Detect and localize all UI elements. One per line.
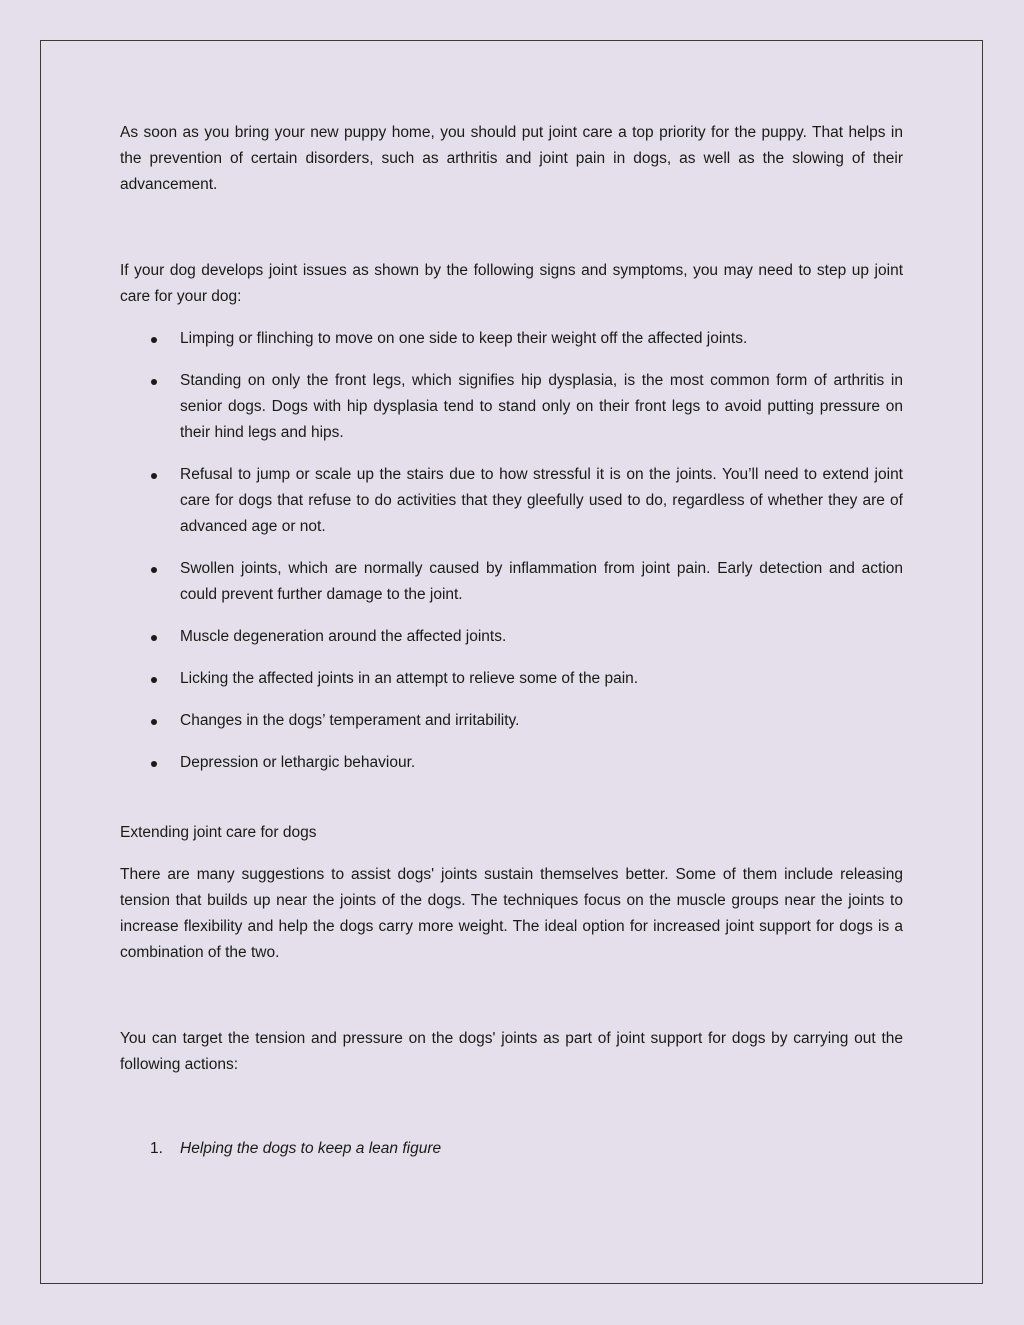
symptom-text: Muscle degeneration around the affected joints. <box>180 628 507 645</box>
list-number: 1. <box>150 1140 163 1157</box>
list-item <box>120 556 903 608</box>
list-item <box>120 666 903 692</box>
bullet-icon <box>151 635 157 641</box>
bullet-icon <box>151 379 157 385</box>
symptom-text: Licking the affected joints in an attempt to relieve some of the pain. <box>180 670 639 687</box>
symptom-text: Changes in the dogs’ temperament and irritability. <box>180 712 520 729</box>
symptom-text: Swollen joints, which are normally caused by inflammation from joint pain. Early detection and action could prevent further damage to the joint. <box>180 560 903 603</box>
suggestions-paragraph: There are many suggestions to assist dogs' joints sustain themselves better. Some of them include releasing tension that builds up near the joints of the dogs. The techniques focus on the muscle groups near the joints to increase flexibility and help the dogs carry more weight. The ideal option for increased joint support for dogs is a combination of the two. <box>120 866 903 961</box>
list-item <box>120 1136 903 1162</box>
list-item <box>120 624 903 650</box>
symptom-text: Depression or lethargic behaviour. <box>180 754 416 771</box>
list-item <box>120 368 903 446</box>
signs-paragraph: If your dog develops joint issues as shown by the following signs and symptoms, you may need to step up joint care for your dog: <box>120 262 903 305</box>
bullet-icon <box>151 761 157 767</box>
section-heading: Extending joint care for dogs <box>120 824 317 841</box>
list-item <box>120 750 903 776</box>
symptom-text: Standing on only the front legs, which signifies hip dysplasia, is the most common form of arthritis in senior dogs. Dogs with hip dysplasia tend to stand only on their front legs to avoid putting pressure on their hind legs and hips. <box>180 372 903 441</box>
list-item <box>120 462 903 540</box>
list-item <box>120 326 903 352</box>
target-paragraph: You can target the tension and pressure on the dogs' joints as part of joint support for dogs by carrying out the following actions: <box>120 1030 903 1073</box>
symptoms-list <box>120 326 903 776</box>
bullet-icon <box>151 719 157 725</box>
symptom-text: Limping or flinching to move on one side to keep their weight off the affected joints. <box>180 330 748 347</box>
document-body <box>120 120 903 1162</box>
bullet-icon <box>151 473 157 479</box>
bullet-icon <box>151 677 157 683</box>
action-text: Helping the dogs to keep a lean figure <box>180 1140 442 1157</box>
bullet-icon <box>151 567 157 573</box>
symptom-text: Refusal to jump or scale up the stairs due to how stressful it is on the joints. You’ll need to extend joint care for dogs that refuse to do activities that they gleefully used to do, regardless of whether they are of advanced age or not. <box>180 466 903 535</box>
actions-list <box>120 1136 903 1162</box>
bullet-icon <box>151 337 157 343</box>
list-item <box>120 708 903 734</box>
intro-paragraph: As soon as you bring your new puppy home, you should put joint care a top priority for the puppy. That helps in the prevention of certain disorders, such as arthritis and joint pain in dogs, as well as the slowing of their advancement. <box>120 124 903 193</box>
